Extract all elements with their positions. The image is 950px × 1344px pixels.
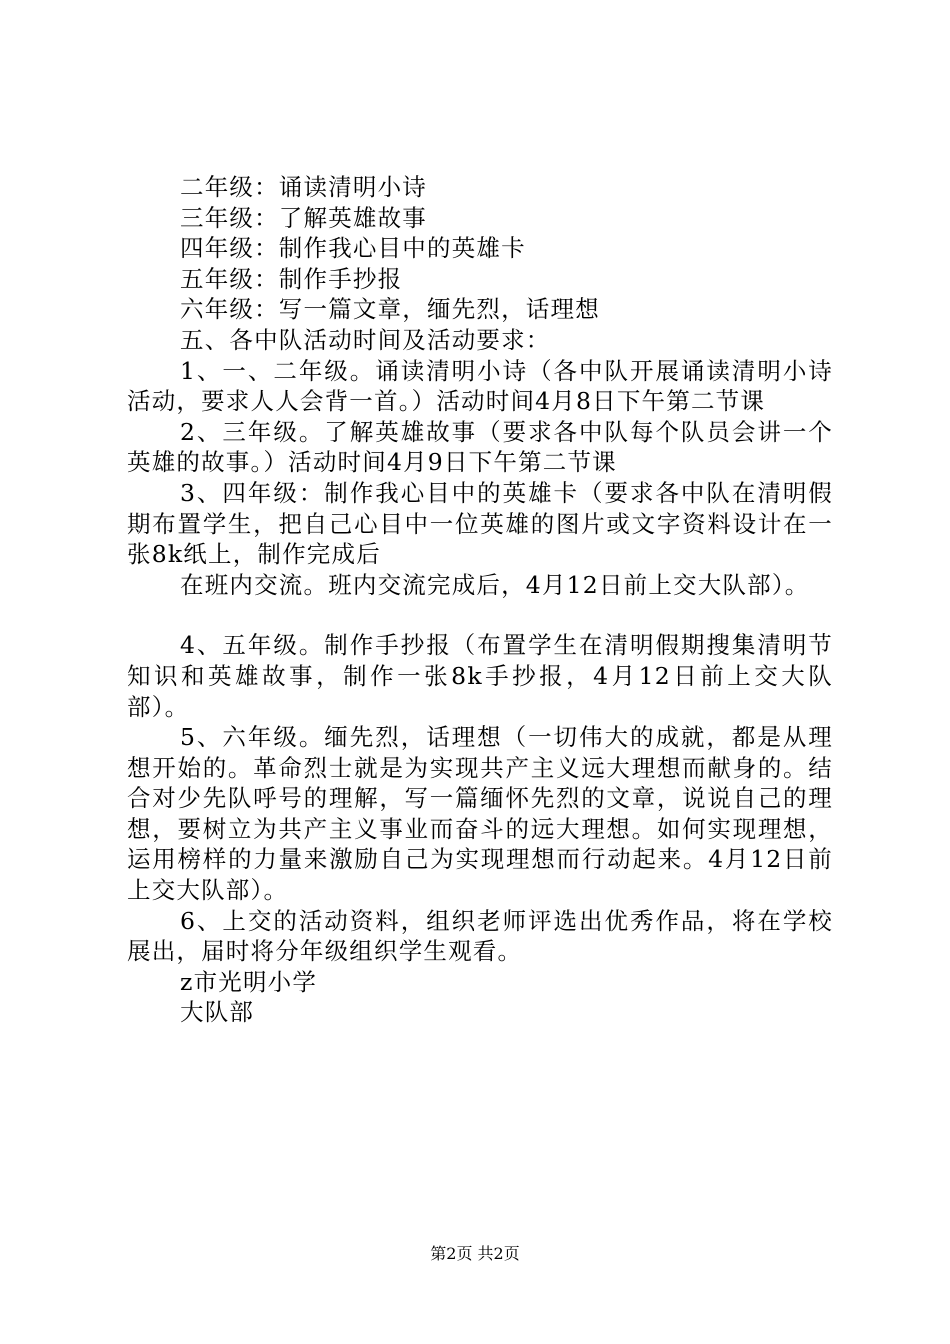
grade3-activity: 三年级：了解英雄故事 bbox=[180, 203, 427, 232]
grade2-activity: 二年级：诵读清明小诗 bbox=[180, 173, 427, 201]
requirement-item-3: 3、四年级：制作我心目中的英雄卡（要求各中队在清明假期布置学生，把自己心目中一位英雄的图片或文字资料设计在一张8k纸上，制作完成后 bbox=[127, 478, 833, 569]
requirement-item-1: 1、一、二年级。诵读清明小诗（各中队开展诵读清明小诗活动，要求人人会背一首。）活动时间4月8日下午第二节课 bbox=[127, 356, 833, 416]
page-number-footer: 第2页 共2页 bbox=[430, 1244, 520, 1263]
requirement-item-3-continued: 在班内交流。班内交流完成后，4月12日前上交大队部）。 bbox=[180, 570, 810, 599]
requirement-item-6: 6、上交的活动资料，组织老师评选出优秀作品，将在学校展出，届时将分年级组织学生观看。 bbox=[127, 906, 833, 966]
document-body bbox=[127, 172, 833, 1028]
grade6-activity: 六年级：写一篇文章，缅先烈，话理想 bbox=[180, 295, 600, 324]
grade4-activity: 四年级：制作我心目中的英雄卡 bbox=[180, 234, 526, 263]
grade5-activity: 五年级：制作手抄报 bbox=[180, 264, 403, 293]
requirement-item-5: 5、六年级。缅先烈，话理想（一切伟大的成就，都是从理想开始的。革命烈士就是为实现共产主义远大理想而献身的。结合对少先队呼号的理解，写一篇缅怀先烈的文章，说说自己的理想，要树立为共产主义事业而奋斗的远大理想。如何实现理想，运用榜样的力量来激励自己为实现理想而行动起来。4月12日前上交大队部）。 bbox=[127, 723, 833, 905]
section-heading-5: 五、各中队活动时间及活动要求： bbox=[180, 325, 551, 354]
signature-school: z市光明小学 bbox=[180, 967, 318, 996]
requirement-item-4: 4、五年级。制作手抄报（布置学生在清明假期搜集清明节知识和英雄故事，制作一张8k手抄报，4月12日前上交大队部）。 bbox=[127, 631, 833, 721]
signature-department: 大队部 bbox=[180, 998, 255, 1027]
requirement-item-2: 2、三年级。了解英雄故事（要求各中队每个队员会讲一个英雄的故事。）活动时间4月9日下午第二节课 bbox=[127, 417, 833, 477]
blank-line bbox=[127, 600, 833, 630]
